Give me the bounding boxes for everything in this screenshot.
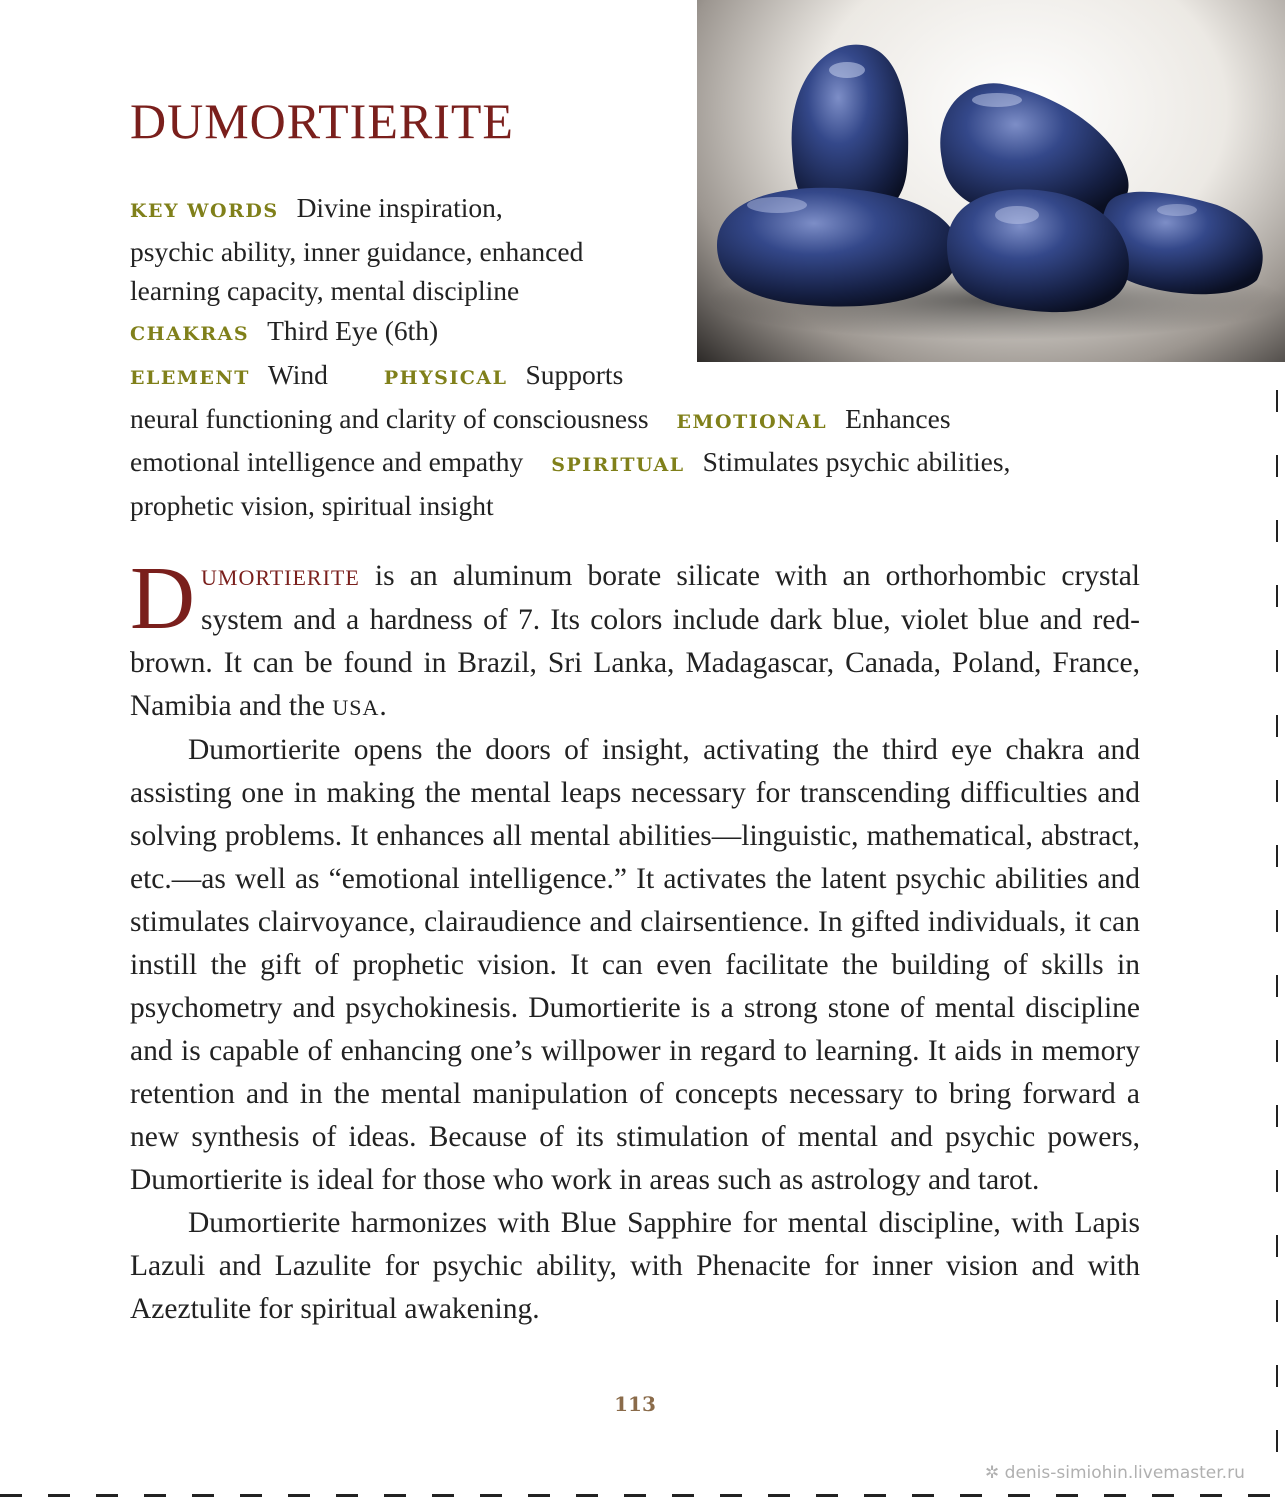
spiritual-text: Stimulates psychic abilities, [702,446,1011,478]
emotional-label: EMOTIONAL [676,410,828,433]
spiritual-text: prophetic vision, spiritual insight [130,489,494,521]
physical-label: PHYSICAL [383,366,508,389]
chakras-label: CHAKRAS [130,323,250,346]
paragraph-1 [130,549,1140,729]
key-words-label: KEY WORDS [130,200,279,222]
abbr-usa: USA [332,695,380,720]
key-words-text: learning capacity, mental discipline [130,275,520,307]
body-text [130,549,1140,1331]
chakras-text: Third Eye (6th) [267,315,439,347]
paragraph-1-end: . [379,690,387,722]
crop-marks-right [1276,0,1282,1500]
element-label: ELEMENT [130,366,250,389]
key-words-text: Divine inspiration, [296,192,503,223]
element-text: Wind [267,358,328,390]
key-words-text: psychic ability, inner guidance, enhanced [130,235,584,267]
page-title: DUMORTIERITE [130,93,514,149]
emotional-text: emotional intelligence and empathy [130,446,524,478]
lead-smallcaps: UMORTIERITE [201,565,360,590]
paragraph-1-text: is an aluminum borate silicate with an orthorhombic crystal system and a hardness of 7. Its colors include dark blue, violet blue and red-brown. It can be found in Brazil, Sri Lanka, Madagascar, Canada, Poland, France, Namibia and the [130,560,1140,722]
paragraph-2: Dumortierite opens the doors of insight, activating the third eye chakra and assisting one in making the mental leaps necessary for transcending difficulties and solving problems. It enhances all mental abilities—linguistic, mathematical, abstract, etc.—as well as “emotional intelligence.” It activates the latent psychic abilities and stimulates clairvoyance, clairaudience and clairsentience. In gifted individuals, it can instill the gift of prophetic vision. It can even facilitate the building of skills in psychometry and psychokinesis. Dumortierite is a strong stone of mental discipline and is capable of enhancing one’s willpower in regard to learning. It aids in memory retention and in the mental manipulation of concepts necessary to bring forward a new synthesis of ideas. Because of its stimulation of mental and psychic powers, Dumortierite is ideal for those who work in areas such as astrology and tarot. [130,734,1140,1196]
drop-cap: D [130,549,195,648]
page-number: 113 [614,1392,656,1416]
attributes-block [130,188,1120,526]
physical-text: Supports [525,358,624,390]
paragraph-3: Dumortierite harmonizes with Blue Sapphire for mental discipline, with Lapis Lazuli and Lazulite for psychic ability, with Phenacite for inner vision and with Azeztulite for spiritual awakening. [130,1207,1140,1325]
spiritual-label: SPIRITUAL [551,454,685,477]
emotional-text: Enhances [845,402,951,434]
physical-text: neural functioning and clarity of consciousness [130,402,649,434]
watermark: ✲ denis-simiohin.livemaster.ru [985,1463,1245,1483]
crop-marks-bottom [0,1494,1285,1497]
